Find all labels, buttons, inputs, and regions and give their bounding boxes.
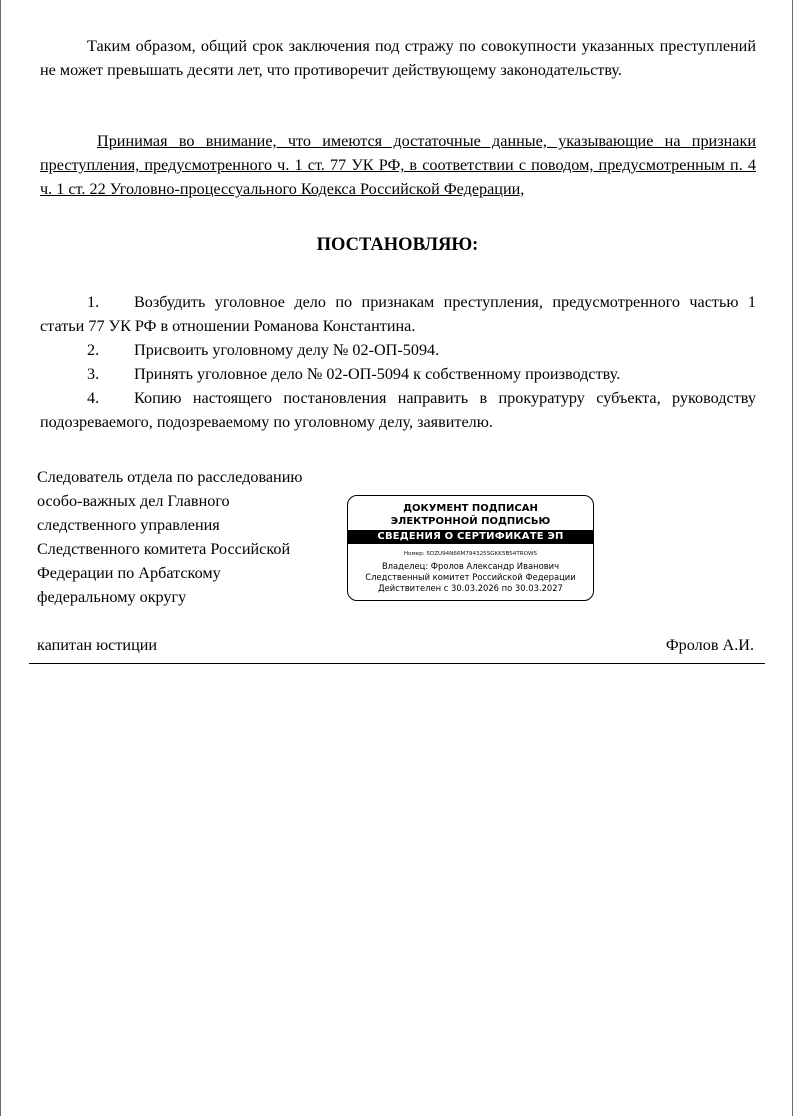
item-number: 2. <box>87 341 100 359</box>
paragraph-grounds: Принимая во внимание, что имеются достаточные данные, указывающие на признаки преступления, предусмотренного ч. 1 ст. 77 УК РФ, в соответствии с поводом, предусмотренным п. 4 ч. 1 ст. 22 Уголовно-процессуального Кодекса Российской Федерации, <box>40 132 756 198</box>
resolution-item <box>40 362 756 386</box>
item-text: Возбудить уголовное дело по признакам преступления, предусмотренного частью 1 статьи 77 УК РФ в отношении Романова Константина. <box>40 293 756 335</box>
paragraph-conclusion: Таким образом, общий срок заключения под стражу по совокупности указанных преступлений не может превышать десяти лет, что противоречит действующему законодательству. <box>40 37 756 79</box>
signer-position <box>37 465 337 609</box>
stamp-validity: Действителен с 30.03.2026 по 30.03.2027 <box>378 583 563 593</box>
signer-position-line: федеральному округу <box>37 588 187 606</box>
resolution-item <box>40 386 756 434</box>
stamp-organization: Следственный комитет Российской Федерации <box>365 572 576 582</box>
stamp-owner: Владелец: Фролов Александр Иванович <box>381 561 560 571</box>
stamp-title <box>348 503 593 528</box>
signer-name: Фролов А.И. <box>665 636 754 654</box>
resolution-item <box>40 338 756 362</box>
bottom-divider <box>29 663 765 664</box>
item-text: Копию настоящего постановления направить в прокуратуру субъекта, руководству подозреваемого, подозреваемому по уголовному делу, заявителю. <box>40 389 756 431</box>
stamp-title-line: ДОКУМЕНТ ПОДПИСАН <box>403 503 538 514</box>
stamp-title-line: ЭЛЕКТРОННОЙ ПОДПИСЬЮ <box>390 515 551 527</box>
item-text: Принять уголовное дело № 02-ОП-5094 к собственному производству. <box>134 365 621 383</box>
resolution-heading: ПОСТАНОВЛЯЮ: <box>316 235 479 255</box>
electronic-signature-stamp <box>347 495 594 601</box>
item-number: 3. <box>87 365 100 383</box>
item-number: 1. <box>87 293 100 311</box>
item-number: 4. <box>87 389 100 407</box>
item-text: Присвоить уголовному делу № 02-ОП-5094. <box>134 341 440 359</box>
resolution-items <box>40 290 756 434</box>
signer-rank: капитан юстиции <box>37 636 158 654</box>
signer-position-line: особо-важных дел Главного <box>37 492 230 510</box>
resolution-item <box>40 290 756 338</box>
stamp-certificate-number: Номер: 5DZU94N66M794325SGKK5BS4TROW5 <box>403 551 538 557</box>
signer-position-line: следственного управления <box>37 516 220 534</box>
signer-position-line: Федерации по Арбатскому <box>37 564 221 582</box>
stamp-certificate-bar: СВЕДЕНИЯ О СЕРТИФИКАТЕ ЭП <box>348 530 593 544</box>
signer-position-line: Следственного комитета Российской <box>37 540 291 558</box>
signer-position-line: Следователь отдела по расследованию <box>37 468 303 486</box>
